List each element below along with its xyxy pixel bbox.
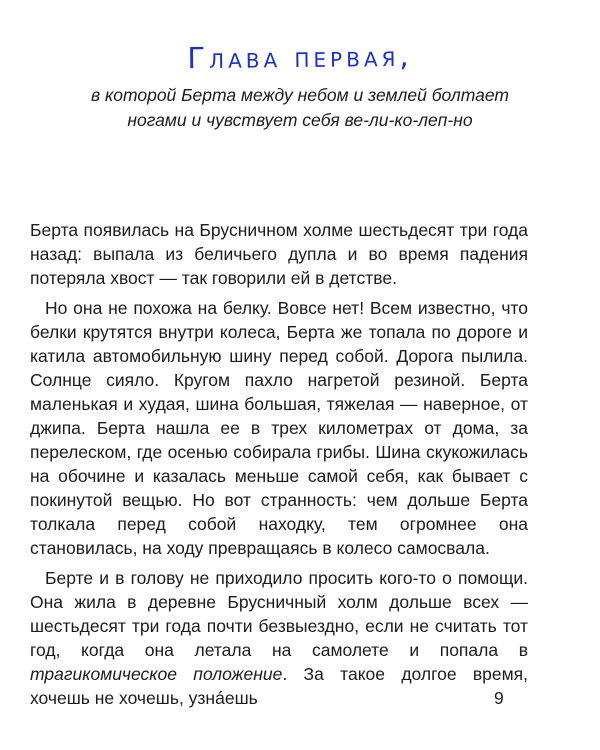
page-number: 9: [494, 688, 504, 708]
paragraph-3-end: . За такое долгое время, хочешь не хочешь, узнáешь: [30, 664, 528, 708]
chapter-subtitle-line-1: в которой Берта между небом и землей болтает: [90, 85, 509, 105]
chapter-title: Глава первая,: [187, 38, 413, 76]
chapter-subtitle: [0, 83, 600, 133]
paragraph-2: Но она не похожа на белку. Вовсе нет! Всем известно, что белки крутятся внутри колеса, Берта же топала по дороге и катила автомобильную шину перед собой. Дорога пылила. Солнце сияло. Кругом пахло нагретой резиной. Берта маленькая и худая, шина большая, тяжелая — наверное, от джипа. Берта нашла ее в трех километрах от дома, за перелеском, где осенью собирала грибы. Шина скукожилась на обочине и казалась меньше самой себя, как бывает с покинутой вещью. Но вот странность: чем дольше Берта толкала перед собой находку, тем огромнее она становилась, на ходу превращаясь в колесо самосвала.: [30, 298, 528, 558]
paragraph-3-italic: трагикомическое положение: [30, 664, 283, 684]
body-text: [30, 218, 528, 716]
paragraph-3-start: Берте и в голову не приходило просить кого-то о помощи. Она жила в деревне Брусничный холм дольше всех — шестьдесят три года почти безвыездно, если не считать тот год, когда она летала на самолете и попала в: [30, 568, 528, 660]
paragraph-3: [30, 566, 528, 710]
chapter-subtitle-line-2: ногами и чувствует себя ве-ли-ко-леп-но: [127, 110, 473, 130]
paragraph-1: Берта появилась на Брусничном холме шестьдесят три года назад: выпала из беличьего дупла и во время падения потеряла хвост — так говорили ей в детстве.: [30, 220, 528, 288]
